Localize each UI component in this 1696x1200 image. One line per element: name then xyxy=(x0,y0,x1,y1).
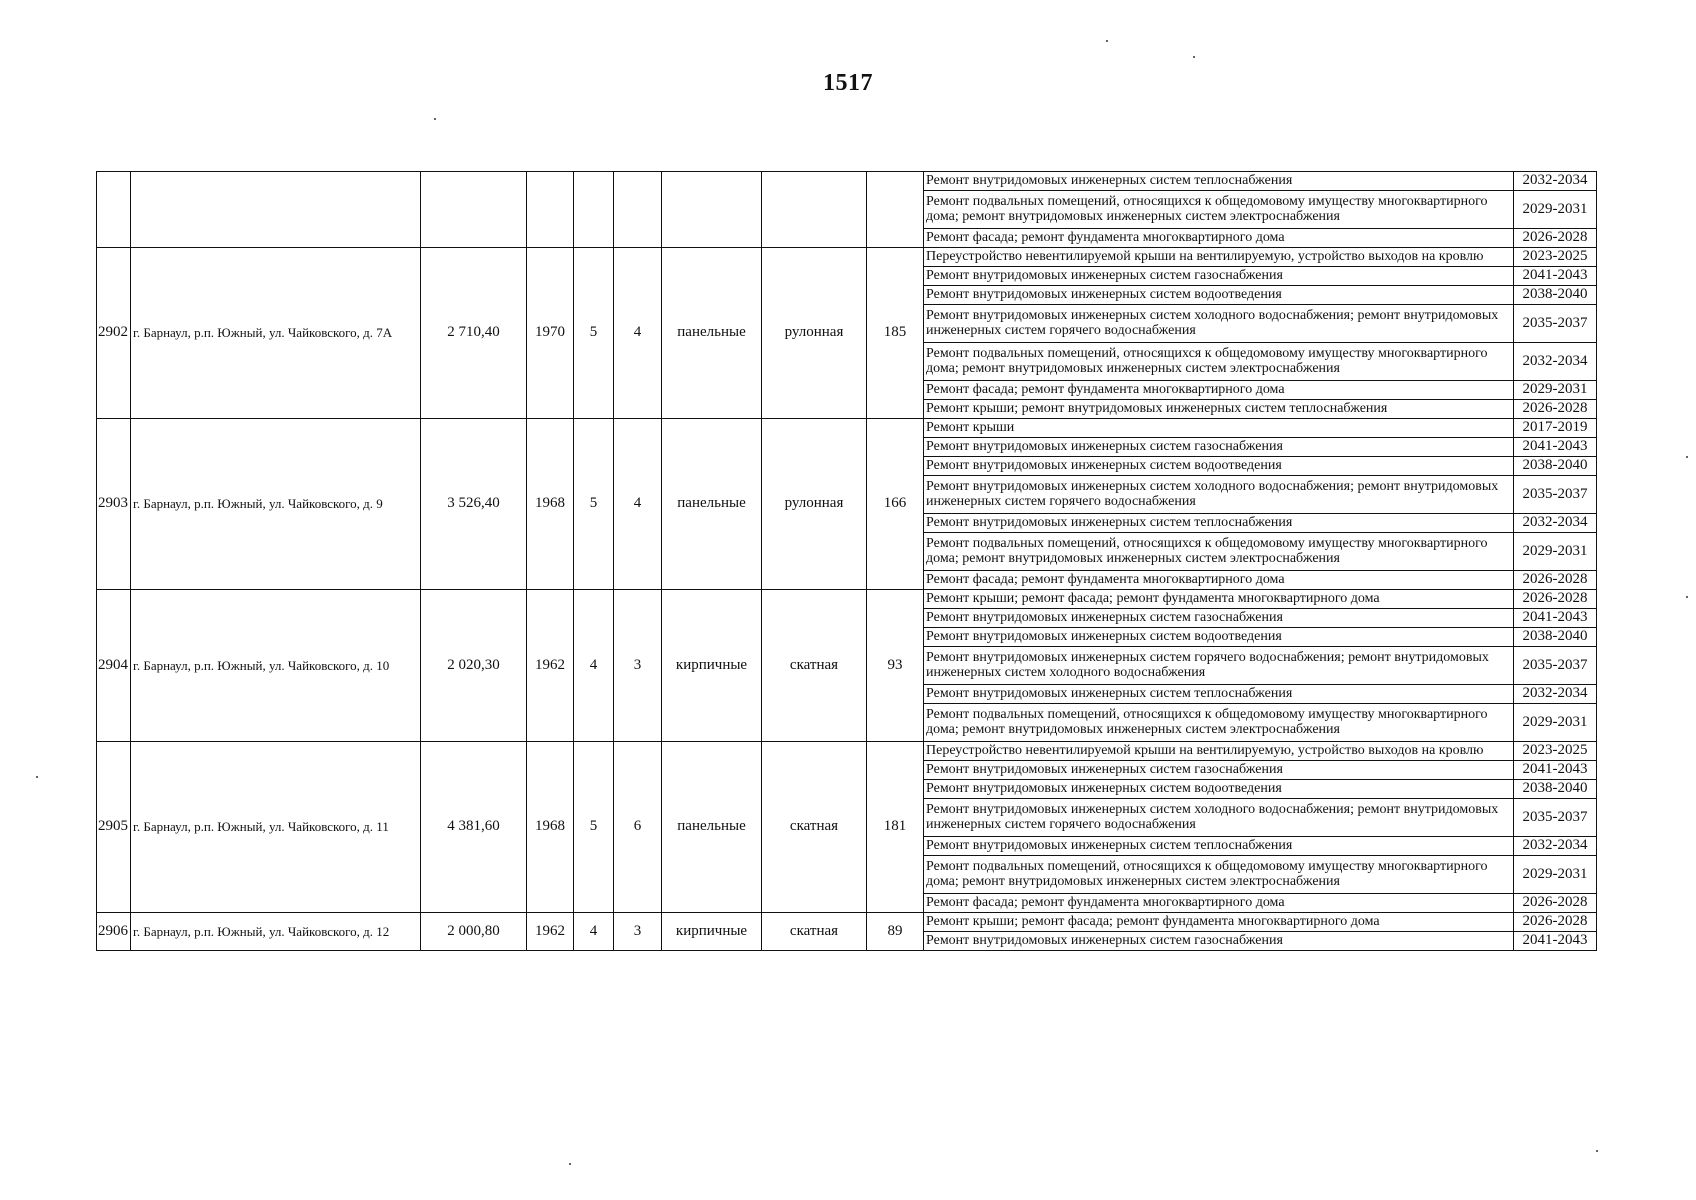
house-residents: 93 xyxy=(867,590,924,742)
work-period: 2038-2040 xyxy=(1514,780,1597,799)
work-period: 2038-2040 xyxy=(1514,457,1597,476)
scan-speck xyxy=(569,1163,571,1165)
work-description: Переустройство невентилируемой крыши на вентилируемую, устройство выходов на кровлю xyxy=(924,742,1514,761)
house-floors: 4 xyxy=(574,913,614,951)
house-area: 4 381,60 xyxy=(421,742,527,913)
work-period: 2026-2028 xyxy=(1514,913,1597,932)
repair-schedule-table xyxy=(96,171,1597,951)
house-walls: панельные xyxy=(662,248,762,419)
house-number: 2904 xyxy=(97,590,131,742)
work-description: Ремонт внутридомовых инженерных систем газоснабжения xyxy=(924,609,1514,628)
work-description: Ремонт фасада; ремонт фундамента многоквартирного дома xyxy=(924,229,1514,248)
work-period: 2023-2025 xyxy=(1514,248,1597,267)
house-address: г. Барнаул, р.п. Южный, ул. Чайковского, д. 7А xyxy=(131,248,421,419)
work-period: 2041-2043 xyxy=(1514,609,1597,628)
scan-speck xyxy=(1193,56,1195,58)
house-year: 1968 xyxy=(527,419,574,590)
work-period: 2038-2040 xyxy=(1514,628,1597,647)
work-description: Ремонт подвальных помещений, относящихся к общедомовому имуществу многоквартирного дома; ремонт внутридомовых инженерных систем электроснабжения xyxy=(924,704,1514,742)
work-description: Ремонт фасада; ремонт фундамента многоквартирного дома xyxy=(924,381,1514,400)
house-floors: 5 xyxy=(574,419,614,590)
house-number: 2906 xyxy=(97,913,131,951)
work-period: 2017-2019 xyxy=(1514,419,1597,438)
house-address: г. Барнаул, р.п. Южный, ул. Чайковского, д. 11 xyxy=(131,742,421,913)
house-number xyxy=(97,172,131,248)
work-period: 2032-2034 xyxy=(1514,685,1597,704)
house-number: 2905 xyxy=(97,742,131,913)
work-description: Ремонт внутридомовых инженерных систем водоотведения xyxy=(924,780,1514,799)
house-address: г. Барнаул, р.п. Южный, ул. Чайковского, д. 12 xyxy=(131,913,421,951)
work-period: 2026-2028 xyxy=(1514,590,1597,609)
work-description: Ремонт подвальных помещений, относящихся к общедомовому имуществу многоквартирного дома; ремонт внутридомовых инженерных систем электроснабжения xyxy=(924,533,1514,571)
scan-speck xyxy=(434,118,436,120)
work-period: 2026-2028 xyxy=(1514,400,1597,419)
work-period: 2026-2028 xyxy=(1514,571,1597,590)
table-row xyxy=(97,913,1597,932)
house-entrances xyxy=(614,172,662,248)
house-residents: 185 xyxy=(867,248,924,419)
work-description: Ремонт крыши; ремонт фасада; ремонт фундамента многоквартирного дома xyxy=(924,913,1514,932)
house-year xyxy=(527,172,574,248)
work-period: 2038-2040 xyxy=(1514,286,1597,305)
table-row xyxy=(97,248,1597,267)
work-description: Ремонт внутридомовых инженерных систем холодного водоснабжения; ремонт внутридомовых инженерных систем горячего водоснабжения xyxy=(924,305,1514,343)
work-description: Ремонт крыши xyxy=(924,419,1514,438)
house-entrances: 3 xyxy=(614,913,662,951)
work-description: Ремонт крыши; ремонт внутридомовых инженерных систем теплоснабжения xyxy=(924,400,1514,419)
work-description: Ремонт внутридомовых инженерных систем газоснабжения xyxy=(924,761,1514,780)
house-area: 2 000,80 xyxy=(421,913,527,951)
work-description: Ремонт подвальных помещений, относящихся к общедомовому имуществу многоквартирного дома; ремонт внутридомовых инженерных систем электроснабжения xyxy=(924,343,1514,381)
house-walls: кирпичные xyxy=(662,913,762,951)
house-walls: панельные xyxy=(662,419,762,590)
scan-speck xyxy=(1106,40,1108,42)
house-area: 2 020,30 xyxy=(421,590,527,742)
house-entrances: 6 xyxy=(614,742,662,913)
house-year: 1962 xyxy=(527,913,574,951)
table-row xyxy=(97,419,1597,438)
work-period: 2035-2037 xyxy=(1514,647,1597,685)
house-residents: 181 xyxy=(867,742,924,913)
house-walls xyxy=(662,172,762,248)
house-number: 2903 xyxy=(97,419,131,590)
house-roof: рулонная xyxy=(762,248,867,419)
work-description: Ремонт внутридомовых инженерных систем водоотведения xyxy=(924,457,1514,476)
work-period: 2029-2031 xyxy=(1514,856,1597,894)
house-floors xyxy=(574,172,614,248)
house-area xyxy=(421,172,527,248)
work-description: Ремонт внутридомовых инженерных систем горячего водоснабжения; ремонт внутридомовых инженерных систем холодного водоснабжения xyxy=(924,647,1514,685)
work-description: Переустройство невентилируемой крыши на вентилируемую, устройство выходов на кровлю xyxy=(924,248,1514,267)
work-period: 2029-2031 xyxy=(1514,381,1597,400)
house-year: 1968 xyxy=(527,742,574,913)
work-description: Ремонт крыши; ремонт фасада; ремонт фундамента многоквартирного дома xyxy=(924,590,1514,609)
work-description: Ремонт внутридомовых инженерных систем теплоснабжения xyxy=(924,514,1514,533)
house-roof: скатная xyxy=(762,913,867,951)
work-description: Ремонт подвальных помещений, относящихся к общедомовому имуществу многоквартирного дома; ремонт внутридомовых инженерных систем электроснабжения xyxy=(924,856,1514,894)
house-walls: панельные xyxy=(662,742,762,913)
work-description: Ремонт внутридомовых инженерных систем холодного водоснабжения; ремонт внутридомовых инженерных систем горячего водоснабжения xyxy=(924,476,1514,514)
scan-speck xyxy=(1686,456,1688,458)
work-period: 2032-2034 xyxy=(1514,514,1597,533)
house-residents: 166 xyxy=(867,419,924,590)
work-period: 2029-2031 xyxy=(1514,704,1597,742)
house-address: г. Барнаул, р.п. Южный, ул. Чайковского, д. 9 xyxy=(131,419,421,590)
house-entrances: 3 xyxy=(614,590,662,742)
house-roof: скатная xyxy=(762,742,867,913)
house-residents xyxy=(867,172,924,248)
work-description: Ремонт внутридомовых инженерных систем теплоснабжения xyxy=(924,837,1514,856)
scan-speck xyxy=(36,776,38,778)
house-area: 3 526,40 xyxy=(421,419,527,590)
work-period: 2041-2043 xyxy=(1514,932,1597,951)
house-floors: 5 xyxy=(574,742,614,913)
work-period: 2041-2043 xyxy=(1514,438,1597,457)
table-body xyxy=(97,172,1597,951)
house-entrances: 4 xyxy=(614,248,662,419)
table-row xyxy=(97,742,1597,761)
work-period: 2032-2034 xyxy=(1514,343,1597,381)
work-description: Ремонт внутридомовых инженерных систем теплоснабжения xyxy=(924,172,1514,191)
work-period: 2032-2034 xyxy=(1514,172,1597,191)
house-area: 2 710,40 xyxy=(421,248,527,419)
work-description: Ремонт подвальных помещений, относящихся к общедомовому имуществу многоквартирного дома; ремонт внутридомовых инженерных систем электроснабжения xyxy=(924,191,1514,229)
work-period: 2032-2034 xyxy=(1514,837,1597,856)
work-description: Ремонт внутридомовых инженерных систем теплоснабжения xyxy=(924,685,1514,704)
house-address xyxy=(131,172,421,248)
work-period: 2041-2043 xyxy=(1514,267,1597,286)
house-roof: рулонная xyxy=(762,419,867,590)
page-number: 1517 xyxy=(823,70,873,96)
house-residents: 89 xyxy=(867,913,924,951)
work-description: Ремонт фасада; ремонт фундамента многоквартирного дома xyxy=(924,571,1514,590)
work-description: Ремонт внутридомовых инженерных систем газоснабжения xyxy=(924,267,1514,286)
work-period: 2035-2037 xyxy=(1514,799,1597,837)
work-period: 2023-2025 xyxy=(1514,742,1597,761)
work-description: Ремонт внутридомовых инженерных систем водоотведения xyxy=(924,286,1514,305)
table-row xyxy=(97,590,1597,609)
house-entrances: 4 xyxy=(614,419,662,590)
house-year: 1962 xyxy=(527,590,574,742)
work-period: 2029-2031 xyxy=(1514,191,1597,229)
scan-speck xyxy=(1596,1150,1598,1152)
house-number: 2902 xyxy=(97,248,131,419)
scan-speck xyxy=(1686,596,1688,598)
work-period: 2029-2031 xyxy=(1514,533,1597,571)
work-period: 2026-2028 xyxy=(1514,229,1597,248)
table-row xyxy=(97,172,1597,191)
house-floors: 5 xyxy=(574,248,614,419)
house-floors: 4 xyxy=(574,590,614,742)
house-year: 1970 xyxy=(527,248,574,419)
work-description: Ремонт внутридомовых инженерных систем газоснабжения xyxy=(924,932,1514,951)
work-period: 2035-2037 xyxy=(1514,476,1597,514)
house-roof xyxy=(762,172,867,248)
work-period: 2026-2028 xyxy=(1514,894,1597,913)
work-description: Ремонт внутридомовых инженерных систем холодного водоснабжения; ремонт внутридомовых инженерных систем горячего водоснабжения xyxy=(924,799,1514,837)
work-description: Ремонт фасада; ремонт фундамента многоквартирного дома xyxy=(924,894,1514,913)
house-walls: кирпичные xyxy=(662,590,762,742)
house-address: г. Барнаул, р.п. Южный, ул. Чайковского, д. 10 xyxy=(131,590,421,742)
work-description: Ремонт внутридомовых инженерных систем газоснабжения xyxy=(924,438,1514,457)
work-period: 2035-2037 xyxy=(1514,305,1597,343)
work-period: 2041-2043 xyxy=(1514,761,1597,780)
work-description: Ремонт внутридомовых инженерных систем водоотведения xyxy=(924,628,1514,647)
house-roof: скатная xyxy=(762,590,867,742)
